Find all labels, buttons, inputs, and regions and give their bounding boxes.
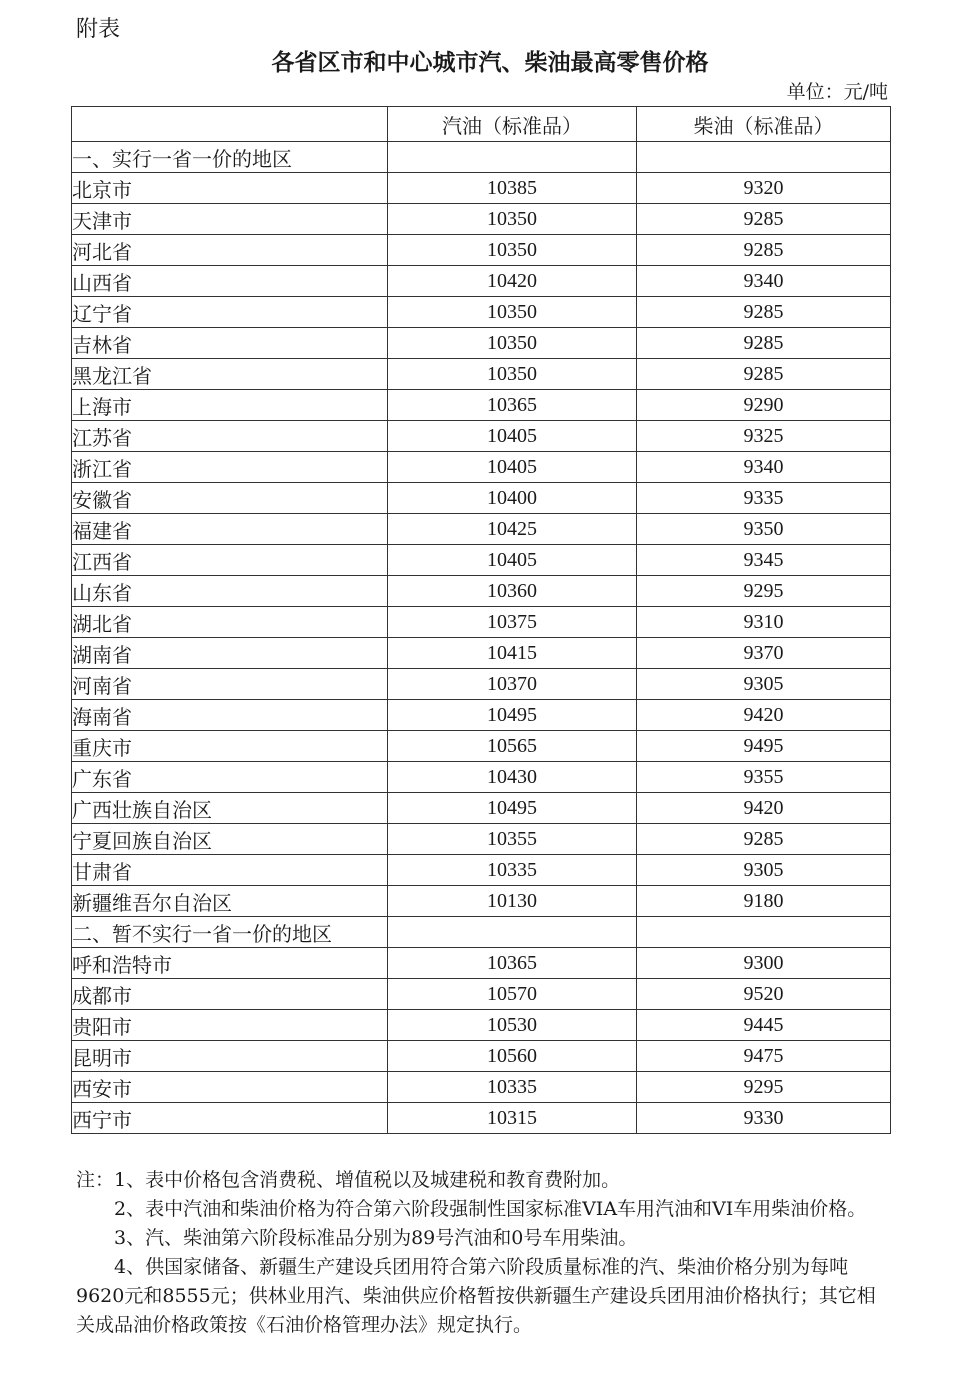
table-row <box>72 390 891 421</box>
section-heading: 二、暂不实行一省一价的地区 <box>72 917 388 948</box>
table-row <box>72 700 891 731</box>
gasoline-price-cell: 10365 <box>388 390 637 421</box>
table-row <box>72 173 891 204</box>
gasoline-price-cell: 10350 <box>388 204 637 235</box>
diesel-price-cell: 9285 <box>637 297 891 328</box>
note-3: 3、汽、柴油第六阶段标准品分别为89号汽油和0号车用柴油。 <box>114 1227 638 1249</box>
region-cell: 北京市 <box>72 173 388 204</box>
gasoline-price-cell: 10350 <box>388 235 637 266</box>
region-cell: 广东省 <box>72 762 388 793</box>
gasoline-price-cell: 10400 <box>388 483 637 514</box>
table-row <box>72 266 891 297</box>
diesel-price-cell: 9475 <box>637 1041 891 1072</box>
note-2: 2、表中汽油和柴油价格为符合第六阶段强制性国家标准VIA车用汽油和VI车用柴油价格。 <box>114 1198 867 1220</box>
note-1: 注：1、表中价格包含消费税、增值税以及城建税和教育费附加。 <box>76 1169 621 1191</box>
diesel-price-cell: 9295 <box>637 576 891 607</box>
region-cell: 安徽省 <box>72 483 388 514</box>
diesel-price-cell: 9335 <box>637 483 891 514</box>
notes <box>76 1166 891 1340</box>
diesel-price-cell: 9340 <box>637 452 891 483</box>
table-row <box>72 297 891 328</box>
diesel-price-cell: 9305 <box>637 855 891 886</box>
gasoline-price-cell: 10415 <box>388 638 637 669</box>
gasoline-price-cell: 10130 <box>388 886 637 917</box>
gasoline-price-cell: 10405 <box>388 452 637 483</box>
region-cell: 吉林省 <box>72 328 388 359</box>
table-row <box>72 793 891 824</box>
region-cell: 河北省 <box>72 235 388 266</box>
empty-cell <box>388 142 637 173</box>
table-row <box>72 886 891 917</box>
table-row <box>72 1103 891 1134</box>
gasoline-price-cell: 10425 <box>388 514 637 545</box>
diesel-price-cell: 9285 <box>637 204 891 235</box>
diesel-price-cell: 9445 <box>637 1010 891 1041</box>
gasoline-price-cell: 10495 <box>388 793 637 824</box>
table-row <box>72 576 891 607</box>
table-row <box>72 328 891 359</box>
note-4: 4、供国家储备、新疆生产建设兵团用符合第六阶段质量标准的汽、柴油价格分别为每吨9620元和8555元；供林业用汽、柴油供应价格暂按供新疆生产建设兵团用油价格执行；其它相关成品油价格政策按《石油价格管理办法》规定执行。 <box>76 1256 876 1336</box>
diesel-price-cell: 9495 <box>637 731 891 762</box>
table-row <box>72 824 891 855</box>
gasoline-price-cell: 10365 <box>388 948 637 979</box>
table-row <box>72 545 891 576</box>
table-row <box>72 359 891 390</box>
unit-label: 单位：元/吨 <box>786 81 888 103</box>
table-row <box>72 483 891 514</box>
table-row <box>72 731 891 762</box>
region-cell: 辽宁省 <box>72 297 388 328</box>
region-cell: 甘肃省 <box>72 855 388 886</box>
gasoline-price-cell: 10570 <box>388 979 637 1010</box>
gasoline-price-cell: 10405 <box>388 421 637 452</box>
diesel-price-cell: 9290 <box>637 390 891 421</box>
gasoline-price-cell: 10565 <box>388 731 637 762</box>
table-row <box>72 421 891 452</box>
region-cell: 贵阳市 <box>72 1010 388 1041</box>
header-diesel: 柴油（标准品） <box>637 107 891 142</box>
appendix-label: 附表 <box>76 17 121 42</box>
empty-cell <box>637 917 891 948</box>
diesel-price-cell: 9520 <box>637 979 891 1010</box>
region-cell: 福建省 <box>72 514 388 545</box>
diesel-price-cell: 9420 <box>637 700 891 731</box>
region-cell: 河南省 <box>72 669 388 700</box>
region-cell: 新疆维吾尔自治区 <box>72 886 388 917</box>
table-header-row <box>72 107 891 142</box>
page-title: 各省区市和中心城市汽、柴油最高零售价格 <box>271 50 709 76</box>
table-row <box>72 638 891 669</box>
region-cell: 广西壮族自治区 <box>72 793 388 824</box>
table-row <box>72 1010 891 1041</box>
diesel-price-cell: 9420 <box>637 793 891 824</box>
region-cell: 黑龙江省 <box>72 359 388 390</box>
empty-cell <box>637 142 891 173</box>
region-cell: 湖南省 <box>72 638 388 669</box>
table-row <box>72 762 891 793</box>
region-cell: 昆明市 <box>72 1041 388 1072</box>
gasoline-price-cell: 10420 <box>388 266 637 297</box>
header-gasoline: 汽油（标准品） <box>388 107 637 142</box>
diesel-price-cell: 9180 <box>637 886 891 917</box>
table-row <box>72 607 891 638</box>
table-row <box>72 235 891 266</box>
table-body <box>72 142 891 1134</box>
region-cell: 上海市 <box>72 390 388 421</box>
diesel-price-cell: 9285 <box>637 359 891 390</box>
gasoline-price-cell: 10375 <box>388 607 637 638</box>
diesel-price-cell: 9370 <box>637 638 891 669</box>
region-cell: 宁夏回族自治区 <box>72 824 388 855</box>
diesel-price-cell: 9300 <box>637 948 891 979</box>
gasoline-price-cell: 10350 <box>388 297 637 328</box>
region-cell: 西宁市 <box>72 1103 388 1134</box>
gasoline-price-cell: 10385 <box>388 173 637 204</box>
diesel-price-cell: 9320 <box>637 173 891 204</box>
gasoline-price-cell: 10350 <box>388 328 637 359</box>
gasoline-price-cell: 10495 <box>388 700 637 731</box>
diesel-price-cell: 9295 <box>637 1072 891 1103</box>
region-cell: 海南省 <box>72 700 388 731</box>
table-row <box>72 948 891 979</box>
table-row <box>72 204 891 235</box>
diesel-price-cell: 9285 <box>637 824 891 855</box>
gasoline-price-cell: 10360 <box>388 576 637 607</box>
region-cell: 天津市 <box>72 204 388 235</box>
region-cell: 呼和浩特市 <box>72 948 388 979</box>
gasoline-price-cell: 10430 <box>388 762 637 793</box>
gasoline-price-cell: 10335 <box>388 1072 637 1103</box>
table-row <box>72 452 891 483</box>
table-row <box>72 1072 891 1103</box>
gasoline-price-cell: 10370 <box>388 669 637 700</box>
header-region <box>72 107 388 142</box>
diesel-price-cell: 9350 <box>637 514 891 545</box>
region-cell: 山西省 <box>72 266 388 297</box>
diesel-price-cell: 9310 <box>637 607 891 638</box>
table-row <box>72 514 891 545</box>
diesel-price-cell: 9355 <box>637 762 891 793</box>
gasoline-price-cell: 10355 <box>388 824 637 855</box>
gasoline-price-cell: 10530 <box>388 1010 637 1041</box>
table-row <box>72 669 891 700</box>
gasoline-price-cell: 10405 <box>388 545 637 576</box>
diesel-price-cell: 9330 <box>637 1103 891 1134</box>
diesel-price-cell: 9325 <box>637 421 891 452</box>
region-cell: 浙江省 <box>72 452 388 483</box>
region-cell: 山东省 <box>72 576 388 607</box>
region-cell: 江苏省 <box>72 421 388 452</box>
diesel-price-cell: 9340 <box>637 266 891 297</box>
diesel-price-cell: 9305 <box>637 669 891 700</box>
diesel-price-cell: 9285 <box>637 235 891 266</box>
region-cell: 重庆市 <box>72 731 388 762</box>
gasoline-price-cell: 10315 <box>388 1103 637 1134</box>
table-row <box>72 1041 891 1072</box>
section-heading: 一、实行一省一价的地区 <box>72 142 388 173</box>
price-table <box>71 106 891 1134</box>
diesel-price-cell: 9345 <box>637 545 891 576</box>
table-row <box>72 979 891 1010</box>
table-row <box>72 855 891 886</box>
empty-cell <box>388 917 637 948</box>
region-cell: 成都市 <box>72 979 388 1010</box>
gasoline-price-cell: 10335 <box>388 855 637 886</box>
region-cell: 西安市 <box>72 1072 388 1103</box>
diesel-price-cell: 9285 <box>637 328 891 359</box>
region-cell: 江西省 <box>72 545 388 576</box>
section-heading-row <box>72 142 891 173</box>
section-heading-row <box>72 917 891 948</box>
region-cell: 湖北省 <box>72 607 388 638</box>
gasoline-price-cell: 10560 <box>388 1041 637 1072</box>
gasoline-price-cell: 10350 <box>388 359 637 390</box>
